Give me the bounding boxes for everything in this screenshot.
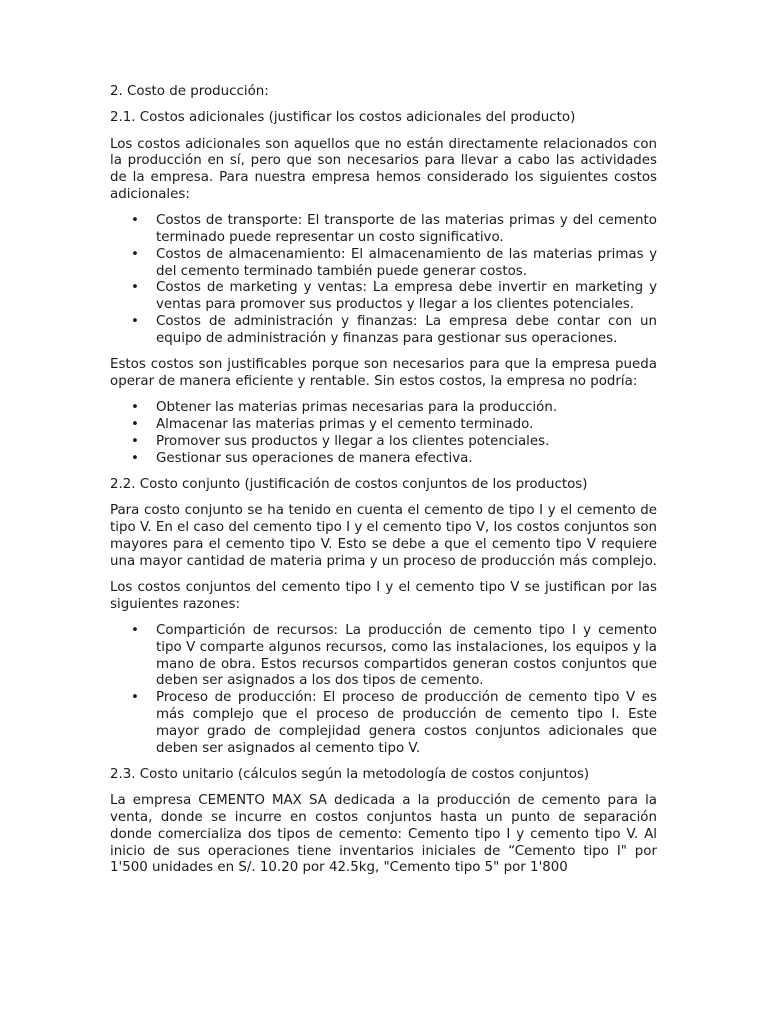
list-item-text: Obtener las materias primas necesarias para la producción. — [156, 400, 558, 416]
list-item — [110, 314, 657, 348]
list-item — [110, 213, 657, 247]
body-paragraph: Los costos adicionales son aquellos que no están directamente relacionados con la producción en sí, pero que son necesarios para llevar a cabo las actividades de la empresa. Para nuestra empresa hemos considerado los siguientes costos adicionales: — [110, 136, 657, 202]
list-item — [110, 247, 657, 281]
bullet-icon: • — [131, 450, 139, 466]
list-item — [110, 417, 657, 434]
bullet-icon: • — [131, 433, 139, 449]
list-item — [110, 400, 657, 417]
list-item-text: Costos de marketing y ventas: La empresa debe invertir en marketing y ventas para promover sus productos y llegar a los clientes potenciales. — [156, 280, 657, 313]
bullet-icon: • — [131, 213, 139, 229]
list-item — [110, 451, 657, 468]
body-paragraph: Para costo conjunto se ha tenido en cuenta el cemento de tipo I y el cemento de tipo V. En el caso del cemento tipo I y el cemento tipo V, los costos conjuntos son mayores para el cemento tipo V. Esto se debe a que el cemento tipo V requiere una mayor cantidad de materia prima y un proceso de producción más complejo. — [110, 503, 657, 569]
bullet-icon: • — [131, 280, 139, 296]
bullet-list — [110, 213, 657, 347]
list-item-text: Proceso de producción: El proceso de producción de cemento tipo V es más complejo que el proceso de producción de cemento tipo I. Este mayor grado de complejidad genera costos conjuntos adicionales que deben ser asignados al cemento tipo V. — [156, 690, 657, 756]
section-heading: 2. Costo de producción: — [110, 84, 269, 99]
list-item-text: Costos de transporte: El transporte de las materias primas y del cemento terminado puede representar un costo significativo. — [156, 213, 657, 246]
list-item-text: Almacenar las materias primas y el cemento terminado. — [156, 417, 534, 433]
bullet-icon: • — [131, 417, 139, 433]
body-paragraph: Estos costos son justificables porque son necesarios para que la empresa pueda operar de manera eficiente y rentable. Sin estos costos, la empresa no podría: — [110, 357, 657, 389]
list-item — [110, 623, 657, 690]
list-item-text: Promover sus productos y llegar a los clientes potenciales. — [156, 433, 550, 449]
body-paragraph: Los costos conjuntos del cemento tipo I y el cemento tipo V se justifican por las siguientes razones: — [110, 579, 657, 612]
section-heading: 2.2. Costo conjunto (justificación de costos conjuntos de los productos) — [110, 476, 588, 492]
bullet-icon: • — [131, 690, 139, 706]
bullet-icon: • — [131, 314, 139, 330]
document-page — [110, 84, 657, 887]
section-heading: 2.1. Costos adicionales (justificar los costos adicionales del producto) — [110, 110, 576, 126]
list-item-text: Costos de administración y finanzas: La empresa debe contar con un equipo de administración y finanzas para gestionar sus operaciones. — [156, 314, 657, 346]
bullet-icon: • — [131, 400, 139, 416]
list-item-text: Compartición de recursos: La producción de cemento tipo I y cemento tipo V comparte algunos recursos, como las instalaciones, los equipos y la mano de obra. Estos recursos compartidos generan costos conjuntos que deben ser asignados a los dos tipos de cemento. — [156, 623, 657, 689]
list-item-text: Costos de almacenamiento: El almacenamiento de las materias primas y del cemento terminado también puede generar costos. — [156, 246, 657, 279]
list-item — [110, 280, 657, 314]
bullet-list — [110, 400, 657, 467]
list-item — [110, 434, 657, 451]
bullet-icon: • — [131, 623, 139, 639]
bullet-icon: • — [131, 246, 139, 262]
list-item — [110, 690, 657, 757]
body-paragraph: La empresa CEMENTO MAX SA dedicada a la producción de cemento para la venta, donde se incurre en costos conjuntos hasta un punto de separación donde comercializa dos tipos de cemento: Cemento tipo I y cemento tipo V. Al inicio de sus operaciones tiene inventarios iniciales de “Cemento tipo I" por 1'500 unidades en S/. 10.20 por 42.5kg, "Cemento tipo 5" por 1'800 — [110, 793, 657, 876]
bullet-list — [110, 623, 657, 757]
list-item-text: Gestionar sus operaciones de manera efectiva. — [156, 450, 473, 466]
section-heading: 2.3. Costo unitario (cálculos según la metodología de costos conjuntos) — [110, 766, 590, 782]
